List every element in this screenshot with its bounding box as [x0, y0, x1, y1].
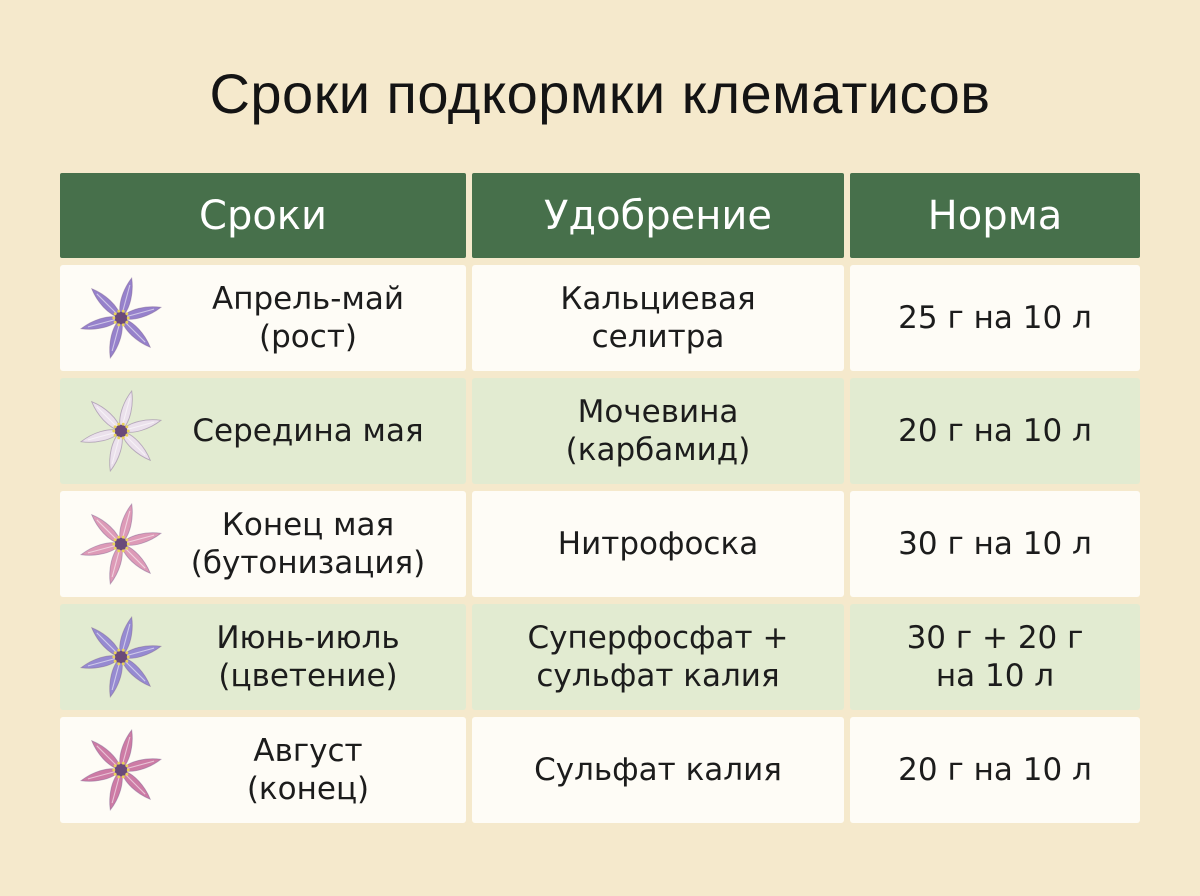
column-header-fertilizer: Удобрение — [472, 173, 844, 258]
fertilizer-cell — [472, 378, 844, 484]
term-cell — [60, 491, 466, 597]
fertilizer-line: сульфат калия — [536, 658, 780, 694]
norm-line: 30 г на 10 л — [898, 526, 1092, 562]
table-row — [60, 491, 1140, 597]
norm-line: на 10 л — [935, 658, 1055, 694]
term-line: Апрель-май — [211, 281, 405, 317]
term-line: Август — [253, 733, 363, 769]
term-text — [166, 619, 466, 695]
column-header-norm: Норма — [850, 173, 1140, 258]
norm-line: 20 г на 10 л — [898, 413, 1092, 449]
clematis-flower-icon — [76, 499, 166, 589]
table-row — [60, 604, 1140, 710]
term-text — [166, 506, 466, 582]
fertilizer-cell — [472, 604, 844, 710]
term-text — [166, 280, 466, 356]
clematis-flower-icon — [76, 612, 166, 702]
fertilizer-line: Кальциевая — [560, 281, 756, 317]
norm-line: 25 г на 10 л — [898, 300, 1092, 336]
term-line: Конец мая — [221, 507, 395, 543]
norm-cell — [850, 717, 1140, 823]
fertilizer-line: Нитрофоска — [557, 526, 759, 562]
term-text — [166, 412, 466, 450]
term-line: Середина мая — [192, 413, 424, 449]
norm-cell — [850, 265, 1140, 371]
term-line: Июнь-июль — [216, 620, 400, 656]
fertilizer-line: Мочевина — [577, 394, 739, 430]
norm-cell — [850, 378, 1140, 484]
table-row — [60, 378, 1140, 484]
fertilizer-line: селитра — [591, 319, 725, 355]
term-line: (цветение) — [218, 658, 398, 694]
term-line: (конец) — [246, 771, 370, 807]
term-cell — [60, 604, 466, 710]
clematis-flower-icon — [76, 273, 166, 363]
norm-line: 30 г + 20 г — [906, 620, 1084, 656]
term-line: (рост) — [259, 319, 357, 355]
feeding-schedule-table — [60, 173, 1140, 830]
table-header-row — [60, 173, 1140, 258]
page-title: Сроки подкормки клематисов — [209, 62, 991, 125]
norm-cell — [850, 491, 1140, 597]
norm-cell — [850, 604, 1140, 710]
table-row — [60, 717, 1140, 823]
fertilizer-cell — [472, 717, 844, 823]
term-line: (бутонизация) — [190, 545, 426, 581]
term-cell — [60, 378, 466, 484]
term-cell — [60, 265, 466, 371]
table-row — [60, 265, 1140, 371]
fertilizer-line: Сульфат калия — [534, 752, 782, 788]
norm-line: 20 г на 10 л — [898, 752, 1092, 788]
column-header-terms: Сроки — [60, 173, 466, 258]
clematis-flower-icon — [76, 386, 166, 476]
term-cell — [60, 717, 466, 823]
term-text — [166, 732, 466, 808]
fertilizer-line: Суперфосфат + — [527, 620, 789, 656]
fertilizer-cell — [472, 265, 844, 371]
fertilizer-line: (карбамид) — [565, 432, 751, 468]
fertilizer-cell — [472, 491, 844, 597]
clematis-flower-icon — [76, 725, 166, 815]
